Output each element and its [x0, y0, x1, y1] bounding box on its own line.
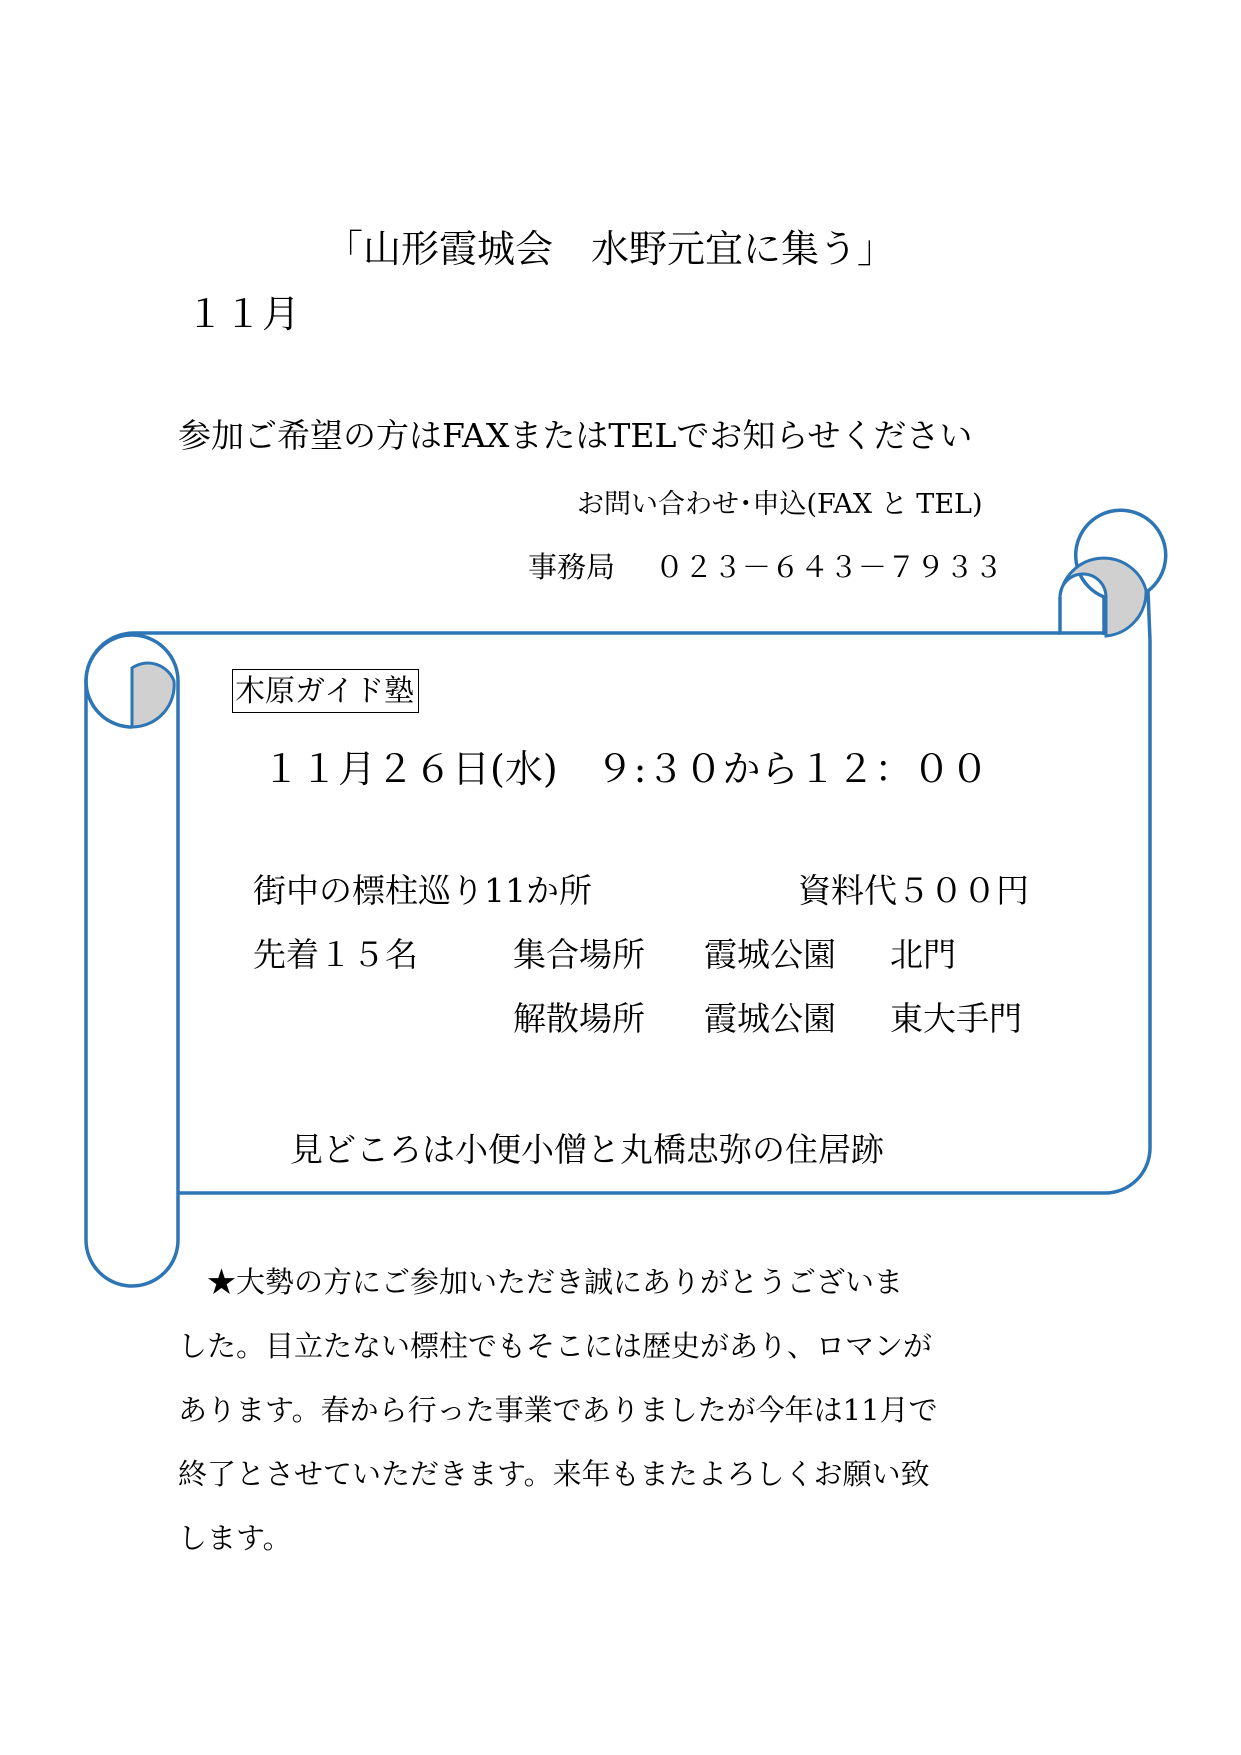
message-line: 終了とさせていただきます。来年もまたよろしくお願い致 [178, 1457, 930, 1491]
dismissal-label: 解散場所 [513, 999, 645, 1038]
dismissal-place: 霞城公園 [704, 999, 836, 1038]
contact-label: お問い合わせ･申込(FAX と TEL) [577, 489, 983, 520]
guide-name-box: 木原ガイド塾 [232, 669, 419, 713]
document-title: 「山形霞城会 水野元宜に集う」 [325, 227, 896, 271]
event-datetime: １１月２６日(水) ９:３０から１２：００ [262, 747, 989, 791]
meeting-gate: 北門 [890, 935, 956, 974]
message-line: あります。春から行った事業でありましたが今年は11月で [178, 1393, 938, 1427]
phone-number: ０２３－６４３－７９３３ [655, 550, 1004, 584]
scroll-left-roll [86, 681, 178, 1286]
meeting-label: 集合場所 [513, 935, 645, 974]
tour-description: 街中の標柱巡り11か所 [253, 871, 592, 910]
request-text: 参加ご希望の方はFAXまたはTELでお知らせください [178, 416, 973, 455]
message-line: します。 [178, 1521, 292, 1555]
highlight-text: 見どころは小便小僧と丸橋忠弥の住居跡 [290, 1130, 884, 1169]
dismissal-gate: 東大手門 [890, 999, 1022, 1038]
scroll-top-right-roll [1060, 597, 1104, 633]
scroll-left-curl-fill [132, 663, 174, 727]
scroll-right-edge [178, 640, 1150, 1193]
closing-message [178, 1250, 1068, 1570]
office-phone-line [528, 545, 1003, 586]
material-fee: 資料代５００円 [798, 871, 1029, 910]
message-line: ★大勢の方にご参加いただき誠にありがとうございま [178, 1265, 904, 1299]
office-label: 事務局 [528, 550, 616, 584]
message-line: した。目立たない標柱でもそこには歴史があり、ロマンが [178, 1329, 933, 1363]
month-label: １１月 [186, 292, 301, 336]
capacity-label: 先着１５名 [253, 935, 418, 974]
meeting-place: 霞城公園 [704, 935, 836, 974]
